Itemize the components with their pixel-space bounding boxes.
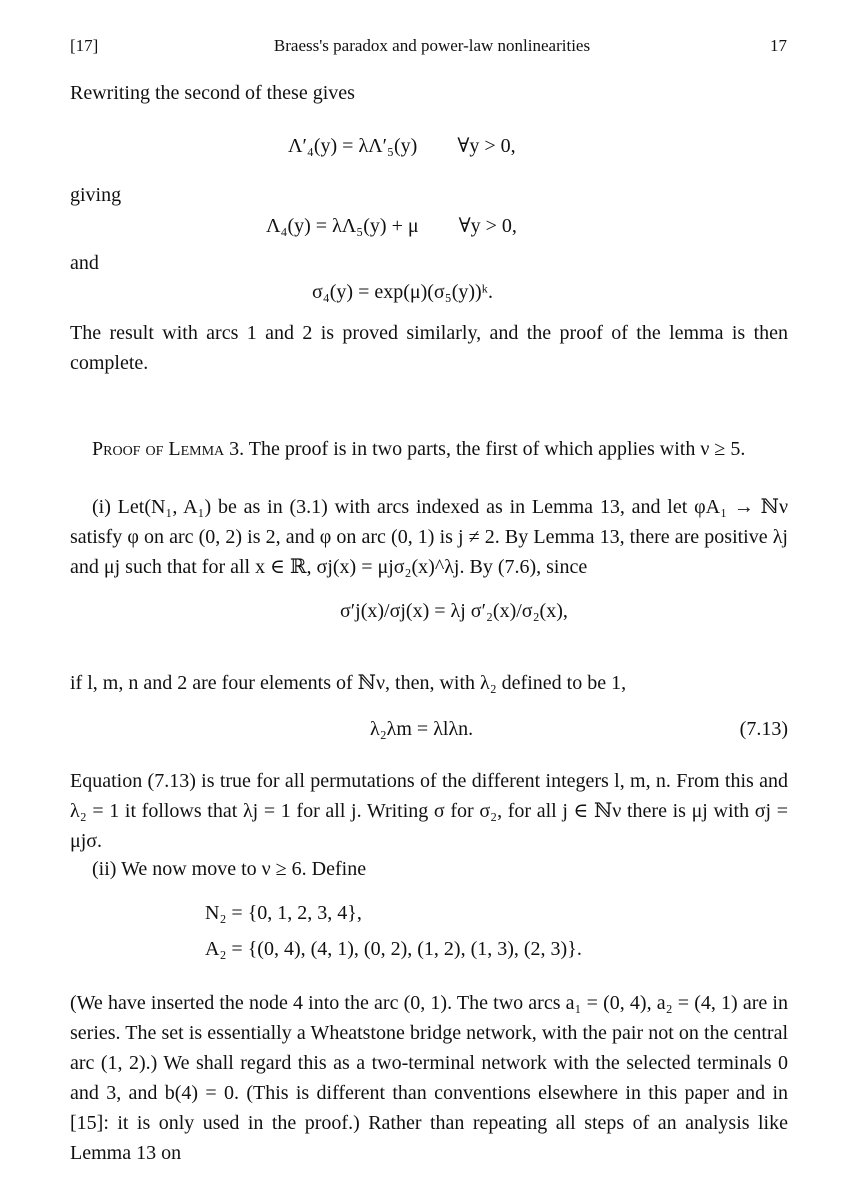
equation-1: Λ′₄(y) = λΛ′₅(y) ∀y > 0, bbox=[288, 135, 516, 157]
part-i-paragraph: (i) Let(N₁, A₁) be as in (3.1) with arcs indexed as in Lemma 13, and let φA₁ → ℕν satisfy φ on arc (0, 2) is 2, and φ on arc (0, 1) is j ≠ 2. By Lemma 13, there are positive λj and μj such that for all x ∈ ℝ, σj(x) = μjσ₂(x)^λj. By (7.6), since bbox=[70, 496, 788, 578]
paragraph-rewriting: Rewriting the second of these gives bbox=[70, 82, 355, 104]
page-number: 17 bbox=[770, 36, 787, 55]
paragraph-and: and bbox=[70, 252, 99, 274]
paragraph-final: (We have inserted the node 4 into the arc (0, 1). The two arcs a₁ = (0, 4), a₂ = (4, 1) are in series. The set is essentially a Wheatstone bridge network, with the pair not on the central arc (1, 2).) We shall regard this as a two-terminal network with the selected terminals 0 and 3, and b(4) = 0. (This is different than conventions elsewhere in this paper and in [15]: it is only used in the proof.) Rather than repeating all steps of an analysis like Lemma 13 on bbox=[70, 992, 788, 1164]
equation-2: Λ₄(y) = λΛ₅(y) + μ ∀y > 0, bbox=[266, 215, 517, 237]
paragraph-result: The result with arcs 1 and 2 is proved similarly, and the proof of the lemma is then complete. bbox=[70, 322, 788, 374]
fraction-equation: σ′j(x)/σj(x) = λj σ′₂(x)/σ₂(x), bbox=[340, 600, 568, 622]
equation-number-7-13: (7.13) bbox=[739, 718, 788, 740]
proof-heading: Proof of Lemma 3. bbox=[92, 438, 245, 460]
equation-N2: N₂ = {0, 1, 2, 3, 4}, bbox=[205, 902, 362, 924]
equation-3: σ₄(y) = exp(μ)(σ₅(y))ᵏ. bbox=[312, 281, 493, 303]
running-header-title: Braess's paradox and power-law nonlinearities bbox=[273, 36, 591, 55]
proof-paragraph bbox=[70, 434, 788, 464]
equation-7-13: λ₂λm = λlλn. bbox=[370, 718, 474, 740]
running-header-ref: [17] bbox=[70, 36, 99, 55]
equation-A2: A₂ = {(0, 4), (4, 1), (0, 2), (1, 2), (1, 3), (2, 3)}. bbox=[205, 938, 582, 960]
paragraph-giving: giving bbox=[70, 184, 122, 206]
proof-intro: The proof is in two parts, the first of which applies with ν ≥ 5. bbox=[248, 438, 746, 460]
part-ii-paragraph: (ii) We now move to ν ≥ 6. Define bbox=[92, 858, 367, 880]
paragraph-if: if l, m, n and 2 are four elements of ℕν, then, with λ₂ defined to be 1, bbox=[70, 672, 627, 694]
paragraph-equation: Equation (7.13) is true for all permutations of the different integers l, m, n. From this and λ₂ = 1 it follows that λj = 1 for all j. Writing σ for σ₂, for all j ∈ ℕν there is μj with σj = μjσ. bbox=[70, 770, 788, 852]
